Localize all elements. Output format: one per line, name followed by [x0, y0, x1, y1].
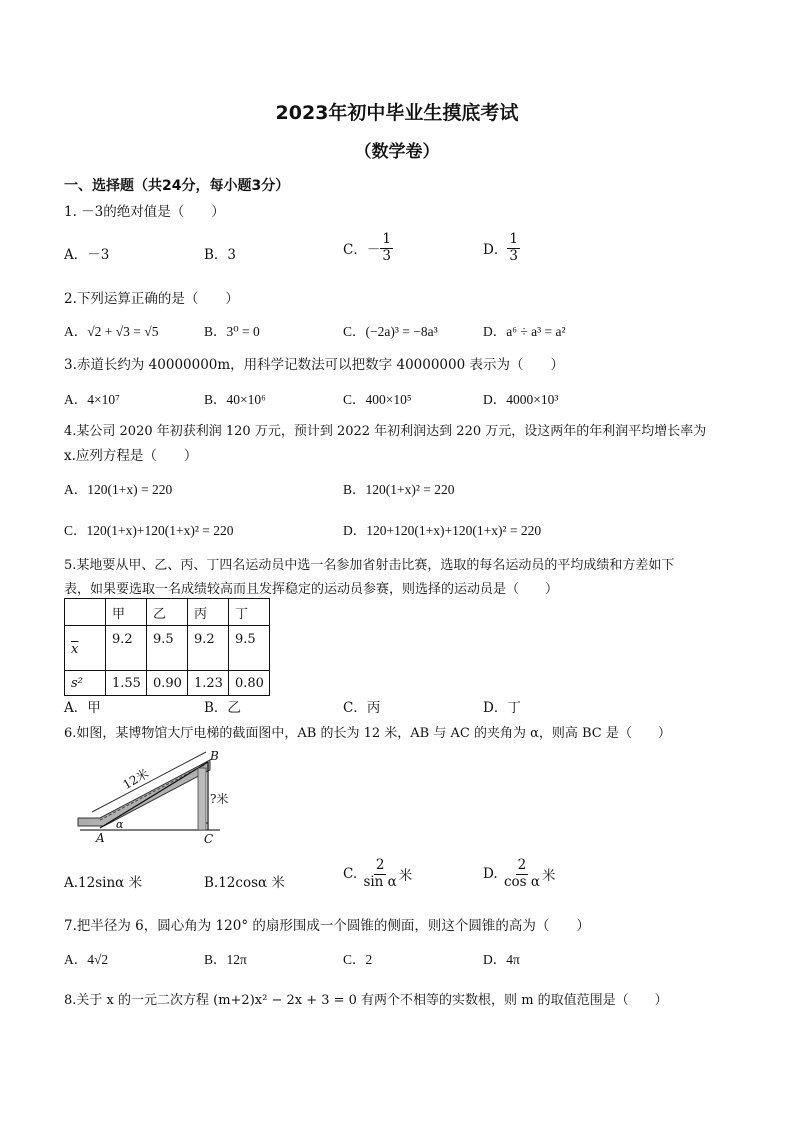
- q5-stem-line1: 5.某地要从甲、乙、丙、丁四名运动员中选一名参加省射击比赛，选取的每名运动员的平均成绩和方差如下: [64, 558, 675, 573]
- q3-option-d: D．4000×10³: [483, 392, 559, 407]
- q5-stem-line2: 表，如果要选取一名成绩较高而且发挥稳定的运动员参赛，则选择的运动员是（ ）: [64, 582, 559, 597]
- q7-option-c: C．2: [343, 952, 373, 967]
- table-cell: 丙: [188, 599, 229, 626]
- q2-option-d: D．a⁶ ÷ a³ = a²: [483, 324, 566, 339]
- q1-option-d: [483, 232, 520, 264]
- q4-stem-line1: 4.某公司 2020 年初获利润 120 万元，预计到 2022 年初利润达到 220 万元，设这两年的年利润平均增长率为: [64, 424, 707, 439]
- support-column: [198, 768, 206, 830]
- q1-option-b: B．3: [204, 247, 237, 263]
- table-cell: 1.55: [106, 671, 147, 696]
- q1-option-a: A．－3: [64, 247, 110, 263]
- escalator-figure: [70, 748, 230, 846]
- table-cell: 9.5: [147, 626, 188, 671]
- variance-symbol: s²: [71, 675, 83, 691]
- q5-option-b: B．乙: [204, 700, 241, 716]
- q5-option-c: C．丙: [343, 700, 381, 716]
- q6-c-denominator: sin α: [363, 873, 397, 890]
- q6-d-numerator: 2: [517, 857, 527, 873]
- q7-option-d: D．4π: [483, 952, 520, 967]
- q1-stem: 1. －3的绝对值是（ ）: [64, 204, 225, 220]
- q4-option-c: C．120(1+x)+120(1+x)² = 220: [64, 523, 234, 538]
- mean-symbol: $\overline{x}$: [71, 642, 79, 657]
- q4-option-b: B．120(1+x)² = 220: [343, 482, 455, 497]
- q6-option-d-label: D.: [483, 866, 498, 883]
- table-header-row: [65, 599, 270, 626]
- table-cell: 甲: [106, 599, 147, 626]
- q6-c-unit: 米: [398, 868, 413, 885]
- q2-option-b: B．3⁰ = 0: [204, 324, 260, 339]
- table-cell: 9.2: [106, 626, 147, 671]
- q5-option-d: D．丁: [483, 700, 521, 716]
- q3-option-c: C．400×10⁵: [343, 392, 412, 407]
- page-subtitle: （数学卷）: [354, 142, 440, 162]
- q6-d-unit: 米: [541, 868, 556, 885]
- table-cell: 9.2: [188, 626, 229, 671]
- q3-option-b: B．40×10⁶: [204, 392, 266, 407]
- q1-c-numerator: 1: [382, 231, 391, 247]
- table-cell: 丁: [229, 599, 270, 626]
- table-cell: 0.90: [147, 671, 188, 696]
- q7-stem: 7.把半径为 6，圆心角为 120° 的扇形围成一个圆锥的侧面，则这个圆锥的高为（ ）: [64, 918, 590, 934]
- table-row-variance: [65, 671, 270, 696]
- table-cell: 1.23: [188, 671, 229, 696]
- q1-d-denominator: 3: [509, 247, 518, 264]
- q1-option-c-label: C．－: [343, 242, 381, 259]
- table-cell: 乙: [147, 599, 188, 626]
- point-c-label: C: [204, 832, 214, 846]
- table-cell: 0.80: [229, 671, 270, 696]
- q6-stem: 6.如图，某博物馆大厅电梯的截面图中，AB 的长为 12 米，AB 与 AC 的夹角为 α，则高 BC 是（ ）: [64, 726, 671, 741]
- section-heading: 一、选择题（共24分，每小题3分）: [64, 178, 290, 194]
- handrail: [92, 752, 206, 812]
- q6-option-d: [483, 858, 555, 890]
- angle-alpha-label: α: [116, 818, 124, 831]
- q1-option-c: [343, 232, 393, 264]
- q1-d-numerator: 1: [509, 231, 518, 247]
- point-a-label: A: [96, 831, 105, 845]
- q6-option-b: B.12cosα 米: [204, 875, 285, 891]
- q1-c-denominator: 3: [382, 247, 391, 264]
- q6-option-a: A.12sinα 米: [64, 875, 143, 891]
- q2-option-c: C．(−2a)³ = −8a³: [343, 324, 438, 339]
- q7-option-a: A．4√2: [64, 952, 109, 967]
- q6-d-denominator: cos α: [503, 873, 540, 890]
- height-label: ?米: [210, 792, 229, 806]
- q7-option-b: B．12π: [204, 952, 247, 967]
- q3-stem: 3.赤道长约为 40000000m，用科学记数法可以把数字 40000000 表示为（ ）: [64, 357, 564, 373]
- point-b-label: B: [210, 749, 219, 763]
- q4-option-d: D．120+120(1+x)+120(1+x)² = 220: [343, 523, 542, 538]
- table-cell: [65, 599, 106, 626]
- q6-c-numerator: 2: [375, 857, 385, 873]
- q5-option-a: A．甲: [64, 700, 101, 716]
- q3-option-a: A．4×10⁷: [64, 392, 120, 407]
- q6-option-c-label: C.: [343, 866, 358, 883]
- page-title: 2023年初中毕业生摸底考试: [275, 102, 519, 124]
- length-label: 12米: [120, 766, 152, 793]
- q6-option-c: [343, 858, 412, 890]
- table-cell: 9.5: [229, 626, 270, 671]
- q4-option-a: A．120(1+x) = 220: [64, 482, 173, 497]
- q2-option-a: A．√2 + √3 = √5: [64, 324, 159, 339]
- q8-stem: 8.关于 x 的一元二次方程 (m+2)x² − 2x + 3 = 0 有两个不相等的实数根，则 m 的取值范围是（ ）: [64, 993, 668, 1008]
- table-row-mean: [65, 626, 270, 671]
- q5-data-table: [64, 598, 270, 696]
- q4-stem-line2: x.应列方程是（ ）: [64, 448, 198, 464]
- table-cell: [65, 626, 106, 671]
- q1-option-d-label: D．: [483, 242, 508, 259]
- q2-stem: 2.下列运算正确的是（ ）: [64, 291, 239, 307]
- table-cell: [65, 671, 106, 696]
